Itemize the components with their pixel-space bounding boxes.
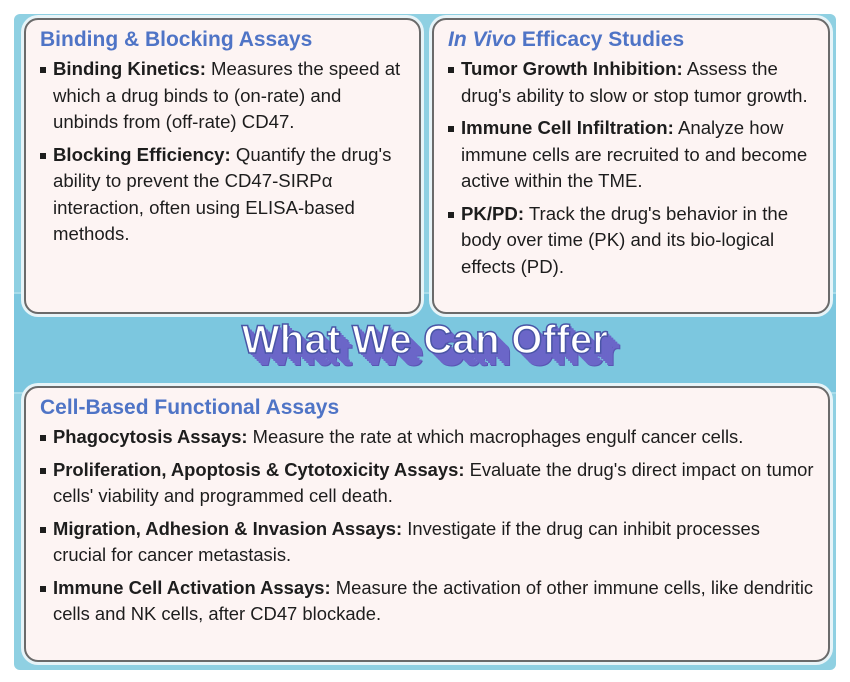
in-vivo-panel xyxy=(432,18,830,314)
list-item xyxy=(448,56,818,109)
cell-panel-title: Cell-Based Functional Assays xyxy=(40,396,340,419)
item-term: Phagocytosis Assays: xyxy=(53,426,248,447)
headline: What We Can Offer xyxy=(241,318,609,362)
item-text: Assess the drug's ability to slow or stop tumor growth. xyxy=(461,58,808,106)
item-text: Evaluate the drug's direct impact on tumor cells' viability and programmed cell death. xyxy=(53,459,814,506)
item-term: Blocking Efficiency: xyxy=(53,143,231,165)
list-item xyxy=(40,142,409,248)
invivo-list xyxy=(434,56,828,280)
item-text: Measures the speed at which a drug binds to (on-rate) and unbinds from (off-rate) CD47. xyxy=(53,58,401,132)
item-text: Analyze how immune cells are recruited to and become active within the TME. xyxy=(461,117,808,191)
list-item xyxy=(40,516,818,568)
invivo-panel-title xyxy=(448,28,828,52)
list-item xyxy=(448,115,818,195)
item-term: Migration, Adhesion & Invasion Assays: xyxy=(53,518,403,539)
invivo-title-rest: Efficacy Studies xyxy=(516,28,685,51)
item-text: Investigate if the drug can inhibit processes crucial for cancer metastasis. xyxy=(53,518,760,565)
cell-list xyxy=(26,424,828,627)
item-term: Binding Kinetics: xyxy=(53,58,206,79)
binding-list xyxy=(26,56,419,248)
list-item xyxy=(40,575,818,627)
binding-panel-title: Binding & Blocking Assays xyxy=(40,28,313,51)
list-item xyxy=(448,201,818,281)
item-term: Immune Cell Activation Assays: xyxy=(53,577,331,598)
invivo-title-italic: In Vivo xyxy=(448,28,517,51)
binding-blocking-panel xyxy=(24,18,421,314)
list-item xyxy=(40,457,818,509)
item-term: Tumor Growth Inhibition: xyxy=(461,58,683,79)
item-term: Immune Cell Infiltration: xyxy=(461,117,674,138)
item-text: Measure the activation of other immune cells, like dendritic cells and NK cells, after CD47 blockade. xyxy=(53,577,814,624)
item-text: Measure the rate at which macrophages engulf cancer cells. xyxy=(247,426,744,447)
item-term: Proliferation, Apoptosis & Cytotoxicity Assays: xyxy=(53,459,465,480)
list-item xyxy=(40,56,409,136)
cell-based-panel xyxy=(24,386,830,662)
item-text: Track the drug's behavior in the body over time (PK) and its bio-logical effects (PD). xyxy=(461,202,789,277)
item-text: Quantify the drug's ability to prevent the CD47-SIRPα interaction, often using ELISA-based methods. xyxy=(53,143,392,244)
list-item xyxy=(40,424,818,450)
item-term: PK/PD: xyxy=(461,202,525,224)
